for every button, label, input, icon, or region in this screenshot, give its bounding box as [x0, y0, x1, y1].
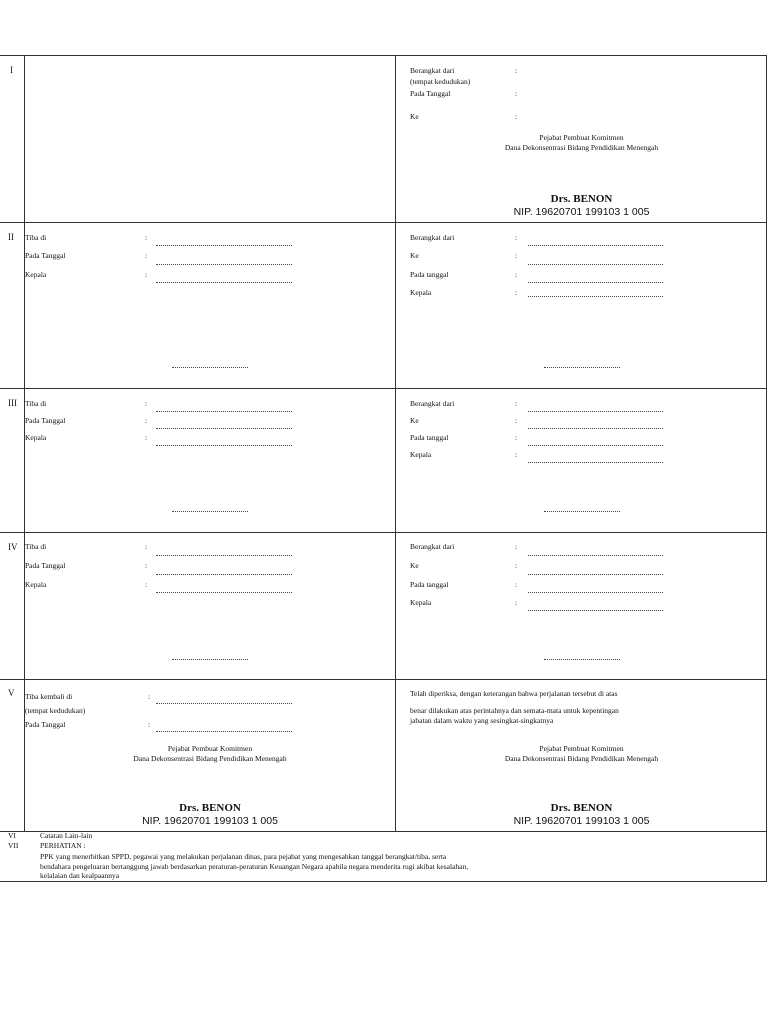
pejabat-title: Pejabat Pembuat Komitmen	[539, 744, 624, 753]
perhatian-text-3: kelalaian dan kealpaannya	[40, 871, 120, 880]
signature-line[interactable]	[172, 511, 248, 512]
section-number: I	[10, 65, 13, 75]
ke-label: Ke	[410, 112, 419, 121]
colon: :	[145, 580, 148, 589]
colon: :	[145, 561, 148, 570]
colon: :	[515, 399, 518, 408]
berangkat-dari-label: Berangkat dari	[410, 542, 455, 551]
signature-line[interactable]	[544, 511, 620, 512]
tiba-di-label: Tiba di	[25, 399, 47, 408]
kepala-label: Kepala	[410, 288, 432, 297]
ke-field[interactable]	[528, 574, 663, 575]
signatory-name: Drs. BENON	[550, 193, 613, 205]
berangkat-dari-field[interactable]	[528, 245, 663, 246]
colon: :	[515, 433, 518, 442]
colon: :	[145, 270, 148, 279]
pemeriksaan-text-2: benar dilakukan atas perintahnya dan semata-mata untuk kepentingan	[410, 706, 619, 715]
pada-tanggal-label: Pada Tanggal	[25, 720, 66, 729]
pada-tanggal-field[interactable]	[156, 731, 292, 732]
section-number: IV	[8, 542, 18, 552]
pada-tanggal-field[interactable]	[156, 428, 292, 429]
colon: :	[515, 112, 518, 121]
colon: :	[515, 561, 518, 570]
tiba-kembali-field[interactable]	[156, 703, 292, 704]
dana-title: Dana Dekonsentrasi Bidang Pendidikan Menengah	[504, 143, 659, 152]
signatory-nip: NIP. 19620701 199103 1 005	[142, 815, 278, 827]
tempat-kedudukan-label: (tempat kedudukan)	[410, 77, 471, 86]
kepala-field[interactable]	[528, 610, 663, 611]
colon: :	[148, 720, 151, 729]
pejabat-title: Pejabat Pembuat Komitmen	[539, 133, 624, 142]
ke-field[interactable]	[528, 428, 663, 429]
tiba-di-field[interactable]	[156, 555, 292, 556]
signatory-name: Drs. BENON	[179, 802, 241, 814]
kepala-field[interactable]	[528, 462, 663, 463]
berangkat-dari-field[interactable]	[528, 411, 663, 412]
pejabat-title: Pejabat Pembuat Komitmen	[167, 744, 253, 753]
kepala-label: Kepala	[410, 598, 432, 607]
signatory-nip: NIP. 19620701 199103 1 005	[513, 206, 650, 218]
section-number: III	[8, 398, 17, 408]
kepala-field[interactable]	[156, 282, 292, 283]
pada-tanggal-label: Pada Tanggal	[410, 89, 451, 98]
ke-label: Ke	[410, 416, 419, 425]
pada-tanggal-label: Pada tanggal	[410, 270, 449, 279]
colon: :	[145, 251, 148, 260]
signature-line[interactable]	[172, 659, 248, 660]
pada-tanggal-label: Pada tanggal	[410, 433, 449, 442]
kepala-label: Kepala	[25, 580, 47, 589]
colon: :	[145, 233, 148, 242]
kepala-label: Kepala	[410, 450, 432, 459]
tiba-di-field[interactable]	[156, 245, 292, 246]
signature-line[interactable]	[544, 367, 620, 368]
signatory-name: Drs. BENON	[550, 802, 613, 814]
signature-line[interactable]	[544, 659, 620, 660]
section-number: VII	[8, 841, 19, 850]
tiba-kembali-label: Tiba kembali di	[25, 692, 73, 701]
section-number: II	[8, 232, 14, 242]
pemeriksaan-text-3: jabatan dalam waktu yang sesingkat-singkatnya	[410, 716, 554, 725]
kepala-field[interactable]	[156, 445, 292, 446]
colon: :	[515, 89, 518, 98]
dana-title: Dana Dekonsentrasi Bidang Pendidikan Menengah	[133, 754, 287, 763]
colon: :	[145, 542, 148, 551]
colon: :	[515, 580, 518, 589]
colon: :	[515, 233, 518, 242]
berangkat-dari-field[interactable]	[528, 555, 663, 556]
catatan-label: Catatan Lain-lain	[40, 831, 93, 840]
berangkat-dari-label: Berangkat dari	[410, 399, 455, 408]
pada-tanggal-field[interactable]	[528, 282, 663, 283]
perhatian-text-2: bendahara pengeluaran bertanggung jawab berdasarkan peraturan-peraturan Keuangan Negara apabila negara menderita rugi akibat kesalahan,	[40, 862, 469, 871]
perhatian-title: PERHATIAN :	[40, 841, 86, 850]
kepala-field[interactable]	[156, 592, 292, 593]
tempat-kedudukan-label: (tempat kedudukan)	[25, 706, 86, 715]
pada-tanggal-field[interactable]	[156, 264, 292, 265]
ke-label: Ke	[410, 251, 419, 260]
dana-title: Dana Dekonsentrasi Bidang Pendidikan Menengah	[504, 754, 659, 763]
center-divider	[395, 56, 396, 832]
berangkat-dari-label: Berangkat dari	[410, 233, 455, 242]
tiba-di-label: Tiba di	[25, 233, 47, 242]
colon: :	[515, 66, 518, 75]
signature-line[interactable]	[172, 367, 248, 368]
pada-tanggal-field[interactable]	[528, 445, 663, 446]
colon: :	[515, 416, 518, 425]
section-number: V	[8, 688, 15, 698]
tiba-di-field[interactable]	[156, 411, 292, 412]
berangkat-dari-label: Berangkat dari	[410, 66, 455, 75]
row-ii	[0, 223, 767, 389]
colon: :	[515, 598, 518, 607]
colon: :	[148, 692, 151, 701]
kepala-label: Kepala	[25, 433, 47, 442]
colon: :	[515, 251, 518, 260]
pada-tanggal-label: Pada tanggal	[410, 580, 449, 589]
kepala-field[interactable]	[528, 296, 663, 297]
section-number: VI	[8, 831, 16, 840]
colon: :	[145, 399, 148, 408]
pada-tanggal-field[interactable]	[156, 574, 292, 575]
kepala-label: Kepala	[25, 270, 47, 279]
signatory-nip: NIP. 19620701 199103 1 005	[513, 815, 650, 827]
ke-field[interactable]	[528, 264, 663, 265]
colon: :	[515, 542, 518, 551]
pemeriksaan-text-1: Telah diperiksa, dengan keterangan bahwa perjalanan tersebut di atas	[410, 689, 618, 698]
pada-tanggal-label: Pada Tanggal	[25, 416, 66, 425]
pada-tanggal-field[interactable]	[528, 592, 663, 593]
tiba-di-label: Tiba di	[25, 542, 47, 551]
ke-label: Ke	[410, 561, 419, 570]
pada-tanggal-label: Pada Tanggal	[25, 251, 66, 260]
colon: :	[145, 433, 148, 442]
pada-tanggal-label: Pada Tanggal	[25, 561, 66, 570]
colon: :	[515, 450, 518, 459]
colon: :	[145, 416, 148, 425]
colon: :	[515, 270, 518, 279]
colon: :	[515, 288, 518, 297]
perhatian-text-1: PPK yang menerbitkan SPPD, pegawai yang melakukan perjalanan dinas, para pejabat yang mengesahkan tanggal berangkat/tiba, serta	[40, 852, 447, 861]
